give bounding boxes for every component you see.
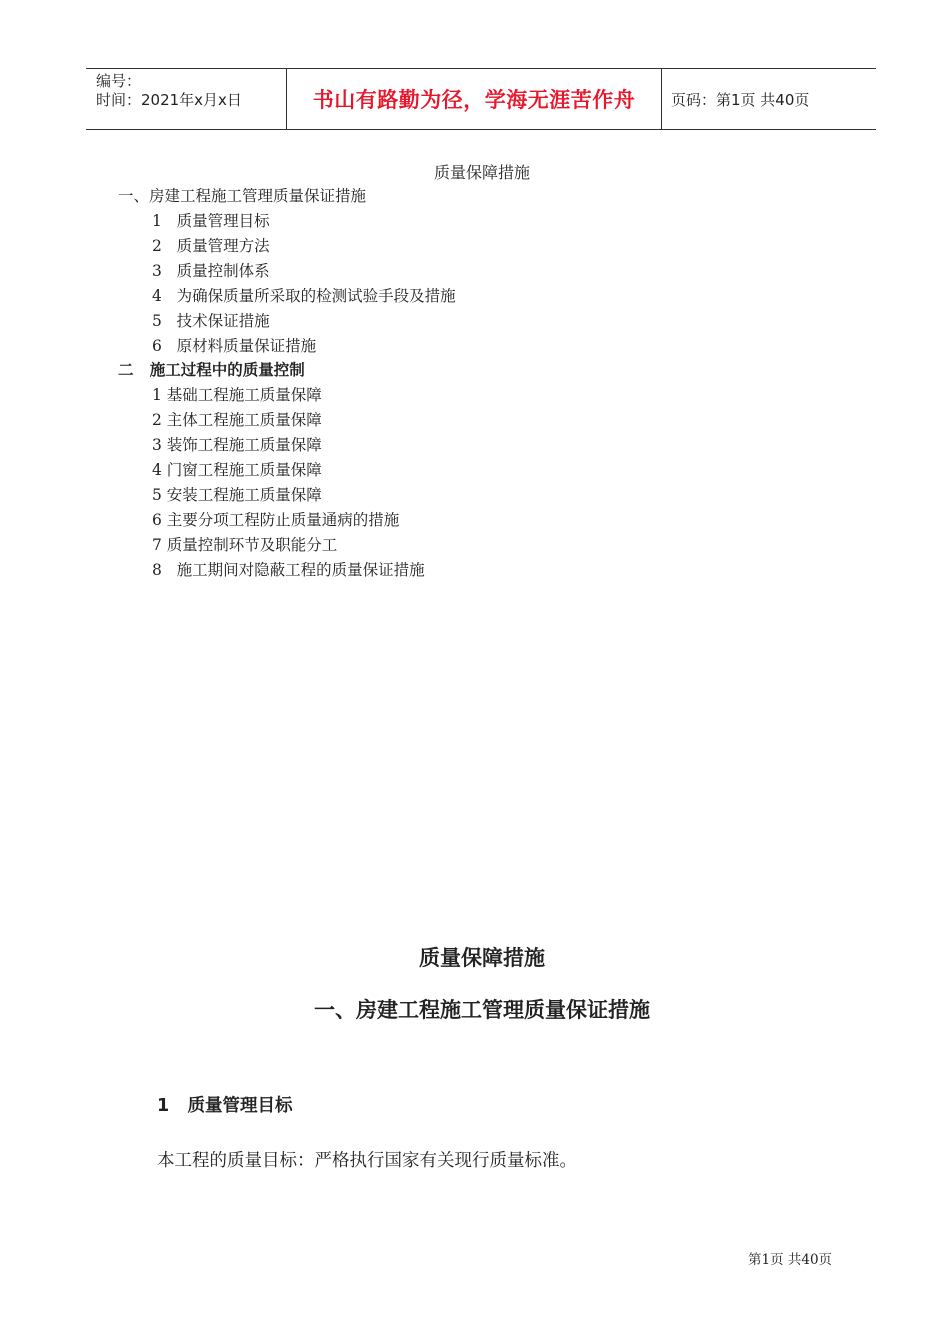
toc-item: 4 为确保质量所采取的检测试验手段及措施 — [152, 287, 456, 305]
header-page-info: 页码：第1页 共40页 — [671, 90, 810, 109]
toc-item: 1 基础工程施工质量保障 — [152, 386, 322, 404]
sub-heading: 1 质量管理目标 — [157, 1096, 293, 1116]
toc-item: 6 原材料质量保证措施 — [152, 337, 317, 355]
header-motto: 书山有路勤为径，学海无涯苦作舟 — [287, 69, 662, 129]
body-paragraph: 本工程的质量目标：严格执行国家有关现行质量标准。 — [157, 1151, 577, 1171]
section-title: 一、房建工程施工管理质量保证措施 — [314, 998, 650, 1022]
toc-section-1: 一、房建工程施工管理质量保证措施 — [118, 187, 367, 205]
toc-item: 1 质量管理目标 — [152, 212, 270, 230]
main-title: 质量保障措施 — [419, 946, 545, 970]
toc-item: 3 质量控制体系 — [152, 262, 270, 280]
toc-section-2: 二 施工过程中的质量控制 — [118, 361, 305, 379]
toc-item: 5 安装工程施工质量保障 — [152, 486, 322, 504]
toc-item: 8 施工期间对隐蔽工程的质量保证措施 — [152, 561, 425, 579]
toc-item: 7 质量控制环节及职能分工 — [152, 536, 338, 554]
toc-title: 质量保障措施 — [433, 163, 530, 182]
toc-item: 6 主要分项工程防止质量通病的措施 — [152, 511, 400, 529]
toc-item: 3 装饰工程施工质量保障 — [152, 436, 322, 454]
toc-item: 2 主体工程施工质量保障 — [152, 411, 322, 429]
toc-item: 4 门窗工程施工质量保障 — [152, 461, 322, 479]
header-meta — [86, 69, 287, 129]
toc-item: 2 质量管理方法 — [152, 237, 270, 255]
toc-item: 5 技术保证措施 — [152, 312, 270, 330]
page-footer: 第1页 共40页 — [748, 1252, 833, 1268]
header-date: 时间：2021年x月x日 — [96, 91, 242, 109]
header-number-label: 编号： — [96, 72, 142, 90]
page-header — [86, 68, 876, 130]
